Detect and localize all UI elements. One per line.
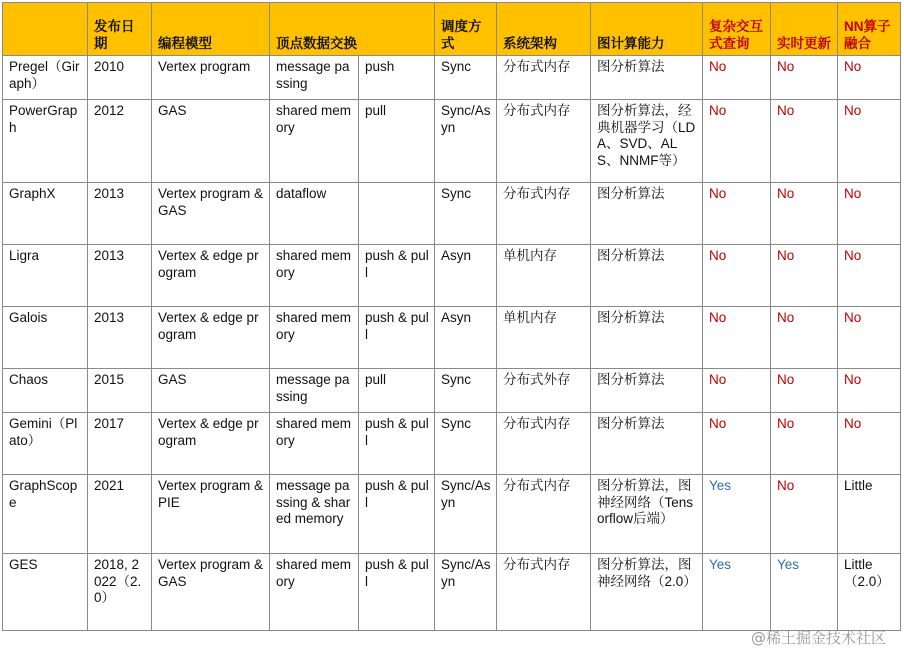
header-exchange: 顶点数据交换 — [270, 3, 435, 56]
table-row — [3, 56, 901, 100]
cell-system: GraphX — [3, 183, 88, 245]
cell-direction: push — [359, 56, 435, 100]
header-year: 发布日期 — [88, 3, 152, 56]
cell-realtime: No — [771, 475, 838, 554]
cell-direction: push & pull — [359, 475, 435, 554]
cell-arch: 分布式内存 — [497, 554, 591, 631]
cell-sched: Sync — [435, 183, 497, 245]
table-row — [3, 413, 901, 475]
cell-sched: Sync — [435, 56, 497, 100]
cell-realtime: Yes — [771, 554, 838, 631]
cell-arch: 分布式内存 — [497, 100, 591, 183]
cell-nn: No — [838, 369, 901, 413]
cell-nn: No — [838, 307, 901, 369]
cell-exchange: message passing — [270, 56, 359, 100]
cell-arch: 分布式内存 — [497, 475, 591, 554]
cell-graph: 图分析算法，图神经网络（2.0） — [591, 554, 703, 631]
cell-nn: Little（2.0） — [838, 554, 901, 631]
header-row — [3, 3, 901, 56]
cell-complex: No — [703, 413, 771, 475]
cell-exchange: shared memory — [270, 100, 359, 183]
cell-complex: No — [703, 307, 771, 369]
watermark: @稀土掘金技术社区 — [750, 629, 886, 647]
cell-nn: No — [838, 56, 901, 100]
cell-model: GAS — [152, 369, 270, 413]
cell-graph: 图分析算法 — [591, 56, 703, 100]
cell-arch: 分布式内存 — [497, 183, 591, 245]
cell-exchange: shared memory — [270, 554, 359, 631]
cell-nn: No — [838, 100, 901, 183]
cell-sched: Sync/Asyn — [435, 100, 497, 183]
cell-complex: No — [703, 183, 771, 245]
table-row — [3, 369, 901, 413]
cell-direction: push & pull — [359, 413, 435, 475]
header-nn: NN算子融合 — [838, 3, 901, 56]
cell-complex: No — [703, 369, 771, 413]
cell-arch: 单机内存 — [497, 245, 591, 307]
cell-direction: push & pull — [359, 245, 435, 307]
cell-realtime: No — [771, 413, 838, 475]
table-row — [3, 307, 901, 369]
header-model: 编程模型 — [152, 3, 270, 56]
cell-system: Ligra — [3, 245, 88, 307]
cell-system: Gemini（Plato） — [3, 413, 88, 475]
cell-model: Vertex program & PIE — [152, 475, 270, 554]
cell-graph: 图分析算法 — [591, 369, 703, 413]
cell-model: GAS — [152, 100, 270, 183]
table-row — [3, 554, 901, 631]
cell-direction: push & pull — [359, 554, 435, 631]
cell-exchange: message passing & shared memory — [270, 475, 359, 554]
cell-exchange: shared memory — [270, 413, 359, 475]
cell-year: 2013 — [88, 183, 152, 245]
cell-year: 2017 — [88, 413, 152, 475]
cell-direction: push & pull — [359, 307, 435, 369]
cell-arch: 分布式内存 — [497, 56, 591, 100]
cell-year: 2018, 2022（2.0） — [88, 554, 152, 631]
cell-sched: Asyn — [435, 307, 497, 369]
cell-model: Vertex program — [152, 56, 270, 100]
cell-system: PowerGraph — [3, 100, 88, 183]
cell-realtime: No — [771, 100, 838, 183]
cell-arch: 分布式外存 — [497, 369, 591, 413]
table-row — [3, 245, 901, 307]
cell-realtime: No — [771, 245, 838, 307]
cell-graph: 图分析算法 — [591, 245, 703, 307]
cell-model: Vertex & edge program — [152, 413, 270, 475]
header-sched: 调度方式 — [435, 3, 497, 56]
cell-year: 2013 — [88, 245, 152, 307]
cell-exchange: shared memory — [270, 307, 359, 369]
cell-sched: Sync — [435, 413, 497, 475]
cell-system: Galois — [3, 307, 88, 369]
cell-arch: 单机内存 — [497, 307, 591, 369]
cell-realtime: No — [771, 56, 838, 100]
cell-model: Vertex program & GAS — [152, 183, 270, 245]
cell-system: GES — [3, 554, 88, 631]
header-realtime: 实时更新 — [771, 3, 838, 56]
cell-system: Chaos — [3, 369, 88, 413]
cell-nn: No — [838, 183, 901, 245]
cell-complex: No — [703, 56, 771, 100]
cell-year: 2015 — [88, 369, 152, 413]
cell-model: Vertex program & GAS — [152, 554, 270, 631]
cell-model: Vertex & edge program — [152, 245, 270, 307]
header-arch: 系统架构 — [497, 3, 591, 56]
cell-sched: Sync/Asyn — [435, 475, 497, 554]
cell-graph: 图分析算法 — [591, 183, 703, 245]
table-row — [3, 475, 901, 554]
header-complex: 复杂交互式查询 — [703, 3, 771, 56]
cell-graph: 图分析算法 — [591, 307, 703, 369]
cell-direction — [359, 183, 435, 245]
header-graph: 图计算能力 — [591, 3, 703, 56]
cell-model: Vertex & edge program — [152, 307, 270, 369]
cell-system: GraphScope — [3, 475, 88, 554]
cell-nn: No — [838, 245, 901, 307]
cell-graph: 图分析算法 — [591, 413, 703, 475]
cell-year: 2021 — [88, 475, 152, 554]
table-row — [3, 183, 901, 245]
cell-year: 2013 — [88, 307, 152, 369]
cell-direction: pull — [359, 100, 435, 183]
cell-exchange: dataflow — [270, 183, 359, 245]
cell-graph: 图分析算法，图神经网络（Tensorflow后端） — [591, 475, 703, 554]
cell-exchange: message passing — [270, 369, 359, 413]
header-system — [3, 3, 88, 56]
cell-realtime: No — [771, 183, 838, 245]
table-row — [3, 100, 901, 183]
cell-realtime: No — [771, 369, 838, 413]
comparison-table — [2, 2, 901, 631]
cell-complex: Yes — [703, 475, 771, 554]
cell-year: 2012 — [88, 100, 152, 183]
cell-complex: No — [703, 245, 771, 307]
cell-exchange: shared memory — [270, 245, 359, 307]
cell-sched: Sync — [435, 369, 497, 413]
cell-graph: 图分析算法，经典机器学习（LDA、SVD、ALS、NNMF等） — [591, 100, 703, 183]
cell-complex: No — [703, 100, 771, 183]
cell-direction: pull — [359, 369, 435, 413]
cell-arch: 分布式内存 — [497, 413, 591, 475]
cell-year: 2010 — [88, 56, 152, 100]
cell-system: Pregel（Giraph） — [3, 56, 88, 100]
cell-complex: Yes — [703, 554, 771, 631]
cell-sched: Sync/Asyn — [435, 554, 497, 631]
cell-sched: Asyn — [435, 245, 497, 307]
cell-nn: Little — [838, 475, 901, 554]
cell-realtime: No — [771, 307, 838, 369]
cell-nn: No — [838, 413, 901, 475]
